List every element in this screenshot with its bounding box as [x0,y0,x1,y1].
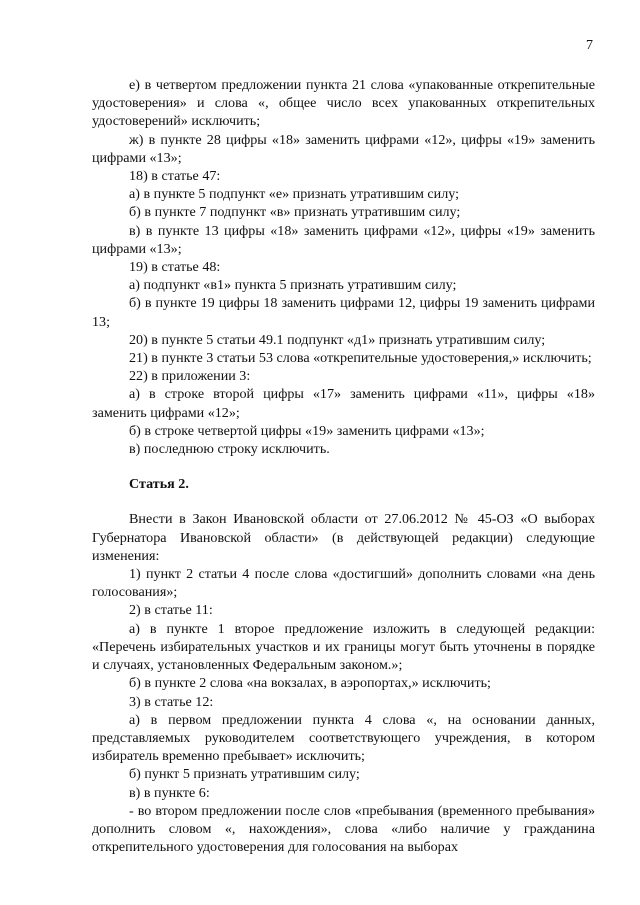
paragraph-law-intro: Внести в Закон Ивановской области от 27.06.2012 № 45-ОЗ «О выборах Губернатора Ивановской области» (в действующей редакции) следующие изменения: [92,511,595,564]
paragraph-zh-item-28: ж) в пункте 28 цифры «18» заменить цифрами «12», цифры «19» заменить цифрами «13»; [92,131,595,166]
paragraph-22-appendix-3: 22) в приложении 3: [129,368,251,385]
paragraph-19-article-48: 19) в статье 48: [129,259,221,276]
paragraph-appendix-a: а) в строке второй цифры «17» заменить цифрами «11», цифры «18» заменить цифрами «12»; [92,386,595,421]
document-body [92,76,595,856]
paragraph-appendix-b: б) в строке четвертой цифры «19» заменить цифрами «13»; [129,422,485,439]
paragraph-21-article-53: 21) в пункте 3 статьи 53 слова «открепительные удостоверения,» исключить; [129,350,592,367]
paragraph-3-article-12: 3) в статье 12: [129,693,214,710]
page-number: 7 [586,38,593,53]
paragraph-1-article-4: 1) пункт 2 статьи 4 после слова «достигший» дополнить словами «на день голосования»; [92,566,595,601]
paragraph-47-b: б) в пункте 7 подпункт «в» признать утратившим силу; [129,204,461,221]
paragraph-47-a: а) в пункте 5 подпункт «е» признать утратившим силу; [129,186,460,203]
paragraph-18-article-47: 18) в статье 47: [129,168,221,185]
paragraph-11-a: а) в пункте 1 второе предложение изложить в следующей редакции: «Перечень избирательных участков и их границы могут быть уточнены в порядке и случаях, установленных Федеральным законом.»; [92,620,595,674]
paragraph-48-b: б) в пункте 19 цифры 18 заменить цифрами 12, цифры 19 заменить цифрами 13; [92,295,595,330]
paragraph-12-v: в) в пункте 6: [129,784,210,801]
paragraph-2-article-11: 2) в статье 11: [129,602,213,619]
spacer [92,458,595,475]
paragraph-11-b: б) в пункте 2 слова «на вокзалах, в аэропортах,» исключить; [129,675,491,692]
paragraph-48-a: а) подпункт «в1» пункта 5 признать утратившим силу; [129,277,457,294]
paragraph-appendix-v: в) последнюю строку исключить. [129,441,330,458]
article-heading: Статья 2. [129,476,189,493]
paragraph-e-item-21: е) в четвертом предложении пункта 21 слова «упакованные открепительные удостоверения» и слова «, общее число всех упакованных открепительных удостоверений» исключить; [92,77,595,130]
paragraph-47-v: в) в пункте 13 цифры «18» заменить цифрами «12», цифры «19» заменить цифрами «13»; [92,222,595,257]
paragraph-12-a: а) в первом предложении пункта 4 слова «, на основании данных, представляемых руководителем соответствующего учреждения, в котором избиратель временно пребывает» исключить; [92,711,595,765]
paragraph-12-v-dash: - во втором предложении после слов «пребывания (временного пребывания» дополнить словом «, нахождения», слова «либо наличие у гражданина открепительного удостоверения для голосования на выборах [92,802,595,856]
spacer [92,493,595,510]
paragraph-12-b: б) пункт 5 признать утратившим силу; [129,766,360,783]
paragraph-20-article-49-1: 20) в пункте 5 статьи 49.1 подпункт «д1» признать утратившим силу; [129,331,546,348]
